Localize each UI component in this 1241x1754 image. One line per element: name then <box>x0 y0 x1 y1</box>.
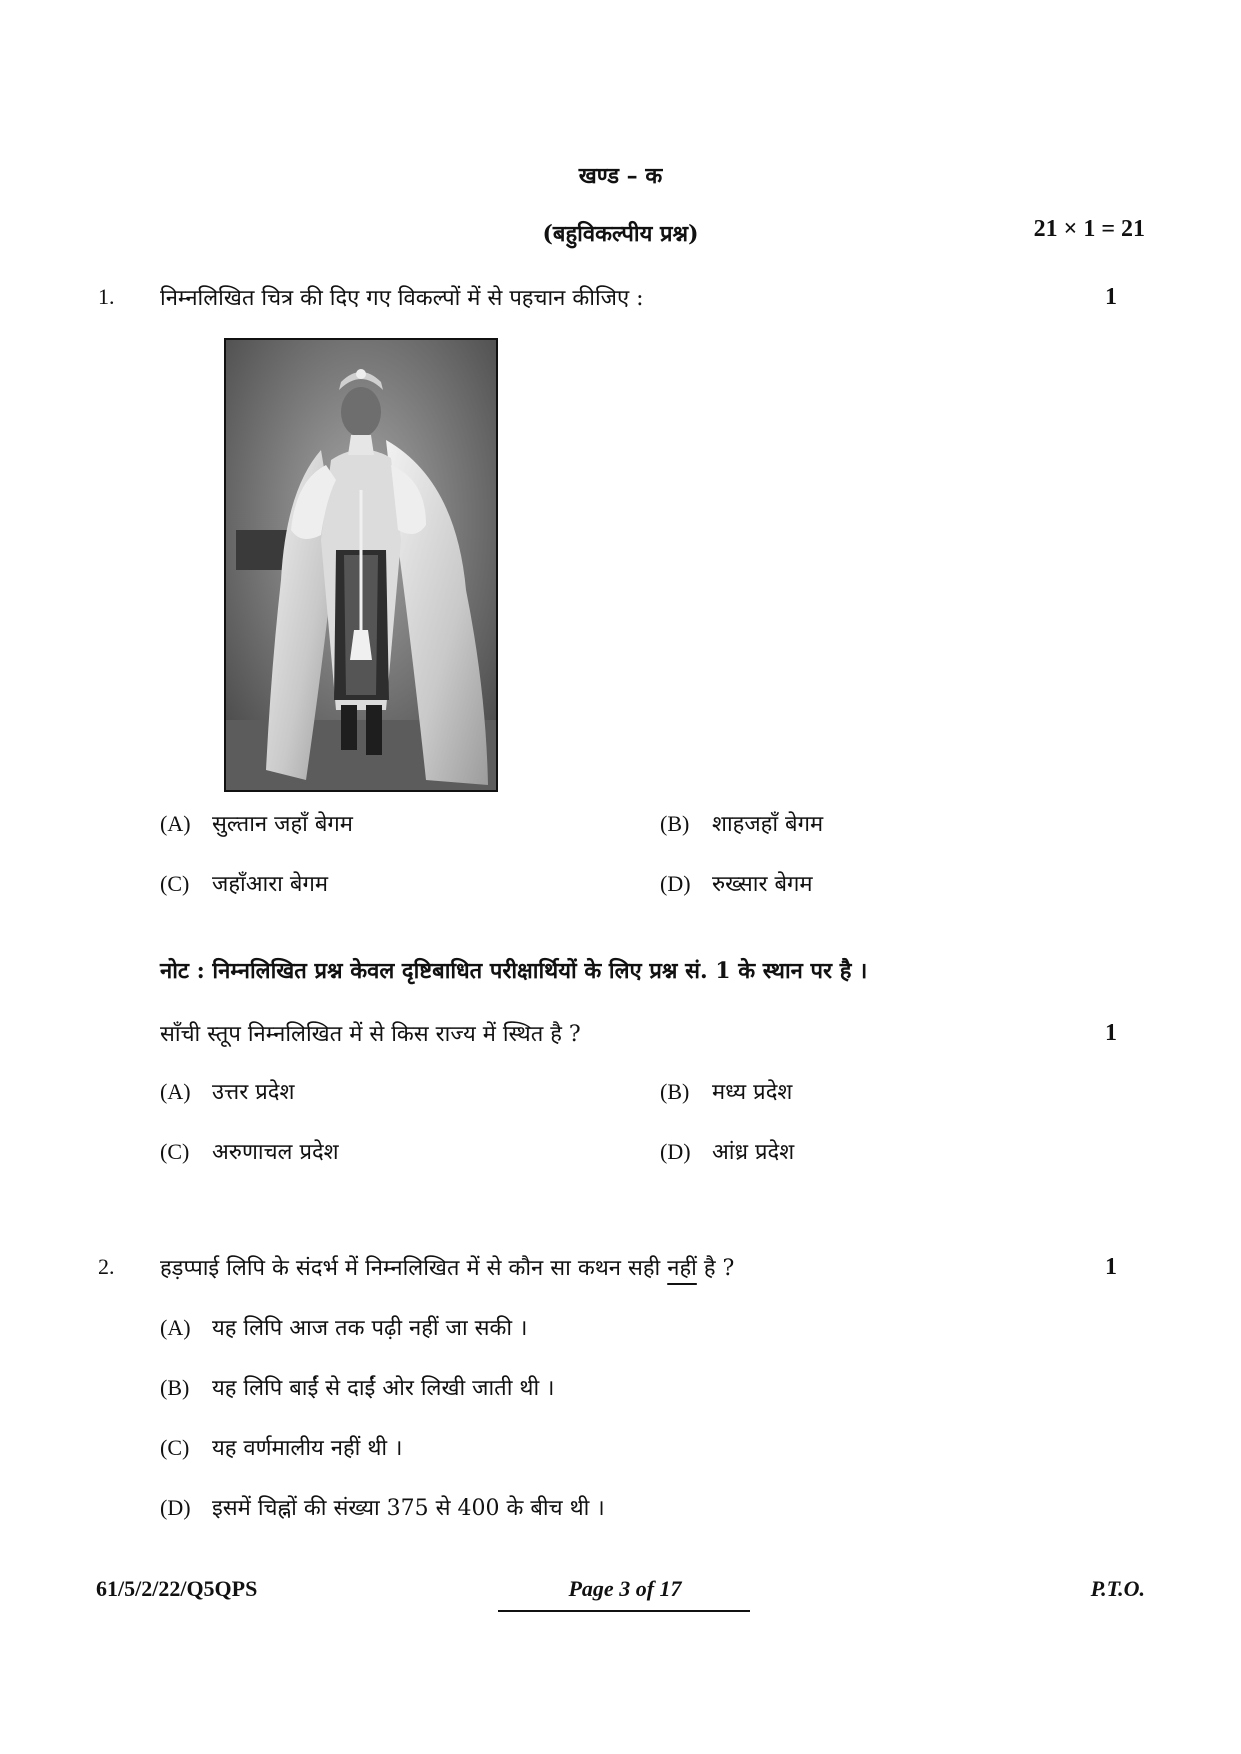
option-text: मध्य प्रदेश <box>712 1080 793 1105</box>
alt-option-a[interactable] <box>160 1076 294 1106</box>
option-a[interactable] <box>160 808 353 838</box>
option-text: सुल्तान जहाँ बेगम <box>212 812 353 837</box>
option-label: (C) <box>160 1139 190 1164</box>
option-label: (B) <box>160 1375 190 1400</box>
option-c[interactable] <box>160 1432 402 1462</box>
option-d[interactable] <box>160 1492 605 1522</box>
option-text: आंध्र प्रदेश <box>712 1140 795 1165</box>
question-text-emphasis: नहीं <box>667 1256 697 1281</box>
question-number: 2. <box>98 1254 115 1279</box>
question-mark: 1 <box>1105 1254 1117 1280</box>
option-b[interactable] <box>660 808 823 838</box>
portrait-image-icon <box>226 340 496 790</box>
option-label: (A) <box>160 811 191 836</box>
option-text: उत्तर प्रदेश <box>212 1080 295 1105</box>
note-text: नोट : निम्नलिखित प्रश्न केवल दृष्टिबाधित परीक्षार्थियों के लिए प्रश्न सं. 1 के स्थान पर है । <box>160 958 868 984</box>
question-text-part: हड़प्पाई लिपि के संदर्भ में निम्नलिखित में से कौन सा कथन सही <box>160 1256 668 1281</box>
question-text: निम्नलिखित चित्र की दिए गए विकल्पों में से पहचान कीजिए : <box>160 286 644 311</box>
portrait-photo <box>224 338 498 792</box>
option-text: रुख्सार बेगम <box>712 872 813 897</box>
option-label: (B) <box>660 1079 690 1104</box>
option-label: (D) <box>660 871 691 896</box>
section-subtitle: (बहुविकल्पीय प्रश्न) <box>542 221 699 247</box>
option-text: यह लिपि आज तक पढ़ी नहीं जा सकी । <box>212 1316 528 1341</box>
option-label: (B) <box>660 811 690 836</box>
section-marks: 21 × 1 = 21 <box>1033 216 1145 242</box>
option-text: यह वर्णमालीय नहीं थी । <box>212 1436 403 1461</box>
option-label: (A) <box>160 1315 191 1340</box>
option-text: शाहजहाँ बेगम <box>712 812 824 837</box>
alt-question-mark: 1 <box>1105 1020 1117 1046</box>
option-d[interactable] <box>660 868 813 898</box>
question-mark: 1 <box>1105 284 1117 310</box>
paper-code: 61/5/2/22/Q5QPS <box>96 1576 258 1601</box>
section-title: खण्ड – क <box>578 163 663 189</box>
question-text <box>160 1252 734 1282</box>
option-label: (C) <box>160 871 190 896</box>
option-c[interactable] <box>160 868 328 898</box>
option-b[interactable] <box>160 1372 554 1402</box>
option-text: यह लिपि बाईं से दाईं ओर लिखी जाती थी । <box>212 1376 555 1401</box>
option-a[interactable] <box>160 1312 527 1342</box>
please-turn-over: P.T.O. <box>1090 1576 1145 1601</box>
option-text: जहाँआरा बेगम <box>212 872 328 897</box>
option-text: इसमें चिह्नों की संख्या 375 से 400 के बीच थी । <box>212 1496 605 1521</box>
question-text-part: है ? <box>696 1256 735 1281</box>
option-label: (D) <box>160 1495 191 1520</box>
option-text: अरुणाचल प्रदेश <box>212 1140 339 1165</box>
alt-option-d[interactable] <box>660 1136 794 1166</box>
alt-option-b[interactable] <box>660 1076 792 1106</box>
page-number: Page 3 of 17 <box>568 1576 682 1601</box>
question-number: 1. <box>98 284 115 309</box>
alt-question-text: साँची स्तूप निम्नलिखित में से किस राज्य में स्थित है ? <box>160 1022 581 1047</box>
alt-option-c[interactable] <box>160 1136 339 1166</box>
option-label: (C) <box>160 1435 190 1460</box>
option-label: (A) <box>160 1079 191 1104</box>
option-label: (D) <box>660 1139 691 1164</box>
page-number-underline <box>498 1610 750 1612</box>
